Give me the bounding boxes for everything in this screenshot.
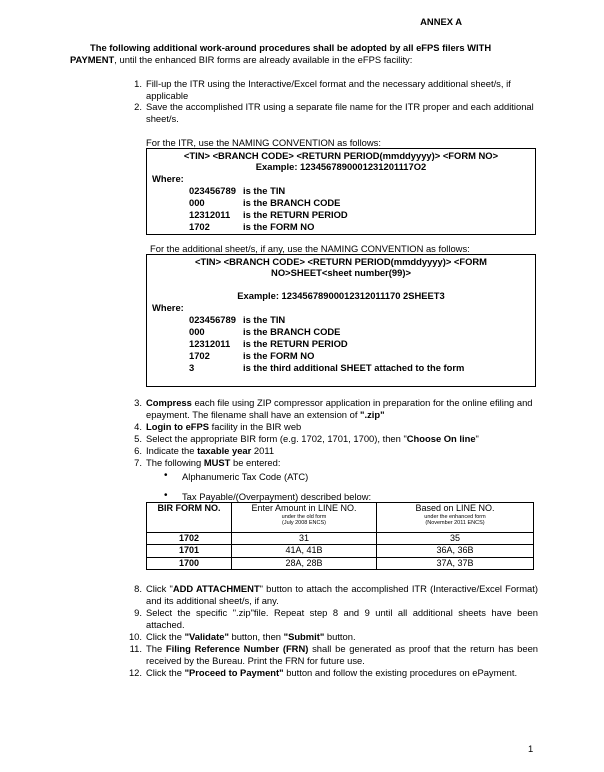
step-8: 8. Click "ADD ATTACHMENT" button to attach the accomplished ITR (Interactive/Excel Format) and its additional sheet/s, if any. [134, 583, 538, 606]
step-9: 9. Select the specific ".zip"file. Repeat step 8 and 9 until all additional sheets have been attached. [134, 607, 538, 630]
table-header-new: Based on LINE NO. [415, 503, 495, 513]
step-2 [124, 101, 534, 125]
table-header-bir-form: BIR FORM NO. [157, 503, 221, 513]
step-11: 11. The Filing Reference Number (FRN) shall be generated as proof that the return has been received by the Bureau. Print the FRN for future use. [129, 643, 539, 666]
table-header-old: Enter Amount in LINE NO. [251, 503, 357, 513]
itr-naming-caption: For the ITR, use the NAMING CONVENTION as follows: [146, 137, 381, 148]
intro-rest: , until the enhanced BIR forms are already available in the eFPS facility: [114, 53, 413, 65]
table-row: 1700 28A, 28B 37A, 37B [147, 557, 534, 569]
table-header-row: BIR FORM NO. Enter Amount in LINE NO. under the old form (July 2008 ENCS) Based on LINE NO. under the enhanced form (November 2011 ENCS) [147, 503, 534, 533]
step-10: 10. Click the "Validate" button, then "Submit" button. [128, 631, 356, 642]
line-number-table [146, 502, 534, 570]
table-row: 1702 31 35 [147, 533, 534, 545]
sheet-where-label: Where: [152, 302, 184, 313]
step-number: 1. [134, 78, 142, 89]
sheet-naming-caption: For the additional sheet/s, if any, use the NAMING CONVENTION as follows: [150, 243, 470, 254]
sheet-naming-format-1: <TIN> <BRANCH CODE> <RETURN PERIOD(mmddyyyy)> <FORM [195, 256, 487, 267]
itr-where-label: Where: [152, 173, 184, 184]
intro-bold: The following additional work-around procedures shall be adopted by all eFPS filers WITH PAYMENT [70, 42, 492, 65]
bullet-icon: • [164, 470, 168, 481]
intro-paragraph [70, 42, 538, 66]
itr-naming-format: <TIN> <BRANCH CODE> <RETURN PERIOD(mmddyyyy)> <FORM NO> [183, 150, 499, 161]
step-5: 5. Select the appropriate BIR form (e.g. 1702, 1701, 1700), then "Choose On line" [134, 433, 479, 444]
sheet-naming-example: Example: 12345678900012312011170 2SHEET3 [237, 290, 445, 301]
step-1 [124, 78, 534, 102]
itr-naming-example: Example: 1234567890001231201117O2 [255, 161, 427, 172]
step-4: 4. Login to eFPS facility in the BIR web [134, 421, 302, 432]
step-12: 12. Click the "Proceed to Payment" button and follow the existing procedures on ePayment. [128, 667, 518, 678]
step-6: 6. Indicate the taxable year 2011 [134, 445, 275, 456]
itr-naming-box: <TIN> <BRANCH CODE> <RETURN PERIOD(mmddyyyy)> <FORM NO> Example: 1234567890001231201117O2 Where: 023456789 is the TIN 000 is the BRANCH CODE 12312011 is the RETURN PERIOD 1702 is the FORM NO [146, 148, 536, 235]
step-text: Fill-up the ITR using the Interactive/Excel format and the necessary additional sheet/s, if applicable [146, 78, 511, 101]
annex-title: ANNEX A [420, 16, 462, 27]
step-3: 3. Compress each file using ZIP compressor application in preparation for the online efiling and epayment. The filename shall have an extension of ".zip" [134, 397, 533, 420]
table-row: 1701 41A, 41B 36A, 36B [147, 545, 534, 557]
step-number: 2. [134, 101, 142, 112]
step-7: 7. The following MUST be entered: [134, 457, 281, 468]
page-number: 1 [528, 743, 534, 754]
sheet-naming-format-2: NO>SHEET<sheet number(99)> [271, 267, 411, 278]
step-text: Save the accomplished ITR using a separate file name for the ITR proper and each additional sheet/s. [146, 101, 534, 124]
sheet-naming-box: <TIN> <BRANCH CODE> <RETURN PERIOD(mmddyyyy)> <FORM NO>SHEET<sheet number(99)> Example: 12345678900012312011170 2SHEET3 Where: 023456789 is the TIN 000 is the BRANCH CODE 12312011 is the RETURN PERIOD 1702 is the FORM NO 3 is the third additional SHEET attached to the form [146, 254, 536, 387]
bullet-icon: • [164, 490, 168, 501]
